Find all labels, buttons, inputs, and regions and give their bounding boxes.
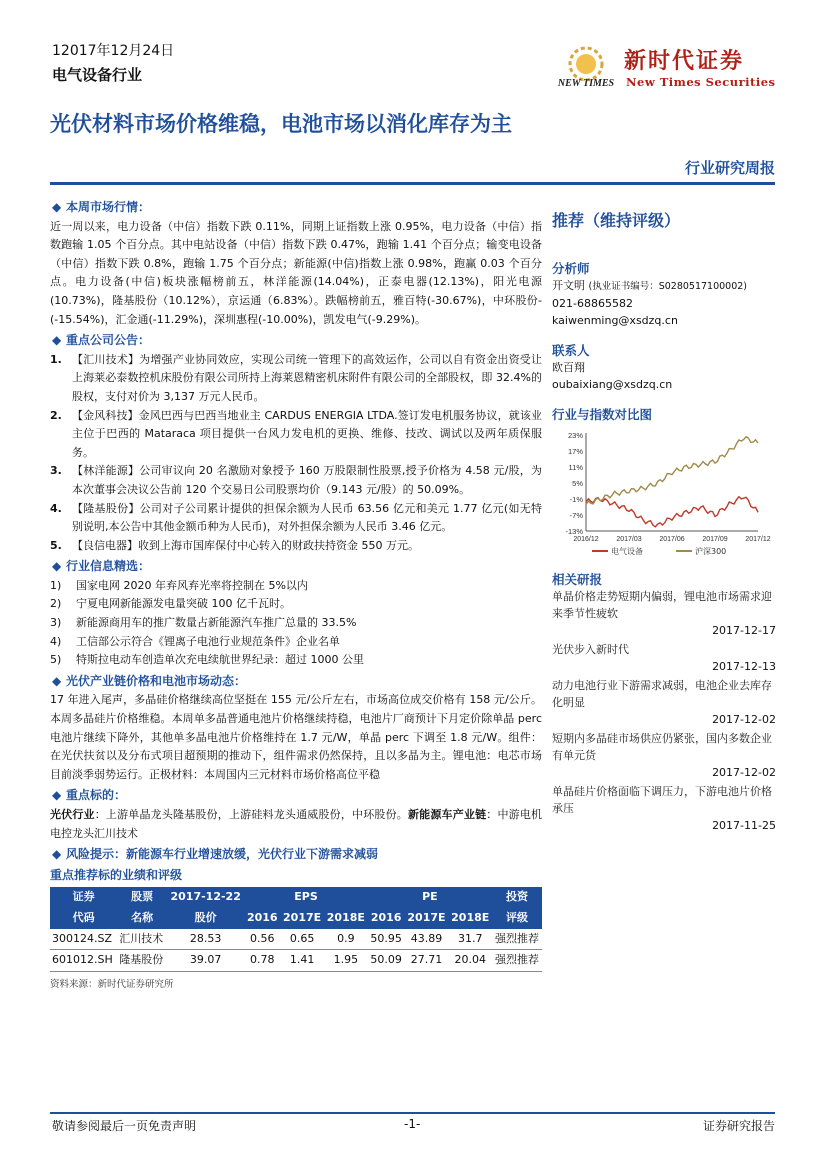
main-column: [50, 196, 542, 994]
y-tick-label: 23%: [567, 431, 583, 440]
news-item: [50, 577, 542, 596]
table-header-cell: 2018E: [448, 908, 492, 929]
diamond-icon: ◆: [52, 559, 62, 574]
item-text: 特斯拉电动车创造单次充电续航世界纪录：超过 1000 公里: [76, 653, 364, 667]
table-row: [50, 950, 542, 972]
table-header-cell: 股价: [167, 908, 244, 929]
analyst-cert: (执业证书编号：S0280517100002): [588, 281, 748, 292]
y-tick-label: -1%: [569, 495, 583, 504]
item-number: 2.: [50, 408, 62, 422]
diamond-icon: ◆: [52, 673, 62, 688]
research-list: [552, 588, 776, 834]
table-cell: 隆基股份: [117, 950, 167, 972]
series-line-电气设备: [586, 497, 758, 527]
table-header-cell: 股票: [117, 887, 167, 908]
x-tick-label: 2017/12: [745, 536, 771, 543]
section-targets-heading: ◆ 重点标的：: [50, 786, 542, 805]
item-text: 【汇川技术】为增强产业协同效应，实现公司统一管理下的高效运作，公司以自有资金出资受让上海莱必泰数控机床股份有限公司所持上海莱恩精密机床附件有限公司的全部股权，即 32.4%的股权，支付对价为 3,137 万元人民币。: [72, 352, 542, 403]
targets-body: [50, 806, 542, 843]
item-number: 1): [50, 578, 62, 592]
table-row: [50, 929, 542, 950]
item-number: 4.: [50, 501, 62, 515]
research-item-title[interactable]: 动力电池行业下游需求减弱，电池企业去库存化明显: [552, 679, 772, 709]
comparison-chart: [552, 427, 774, 559]
report-type: 行业研究周报: [684, 159, 775, 177]
item-text: 工信部公示符合《锂离子电池行业规范条件》企业名单: [76, 634, 340, 648]
table-cell: 0.9: [324, 929, 368, 950]
diamond-icon: ◆: [52, 847, 62, 862]
y-tick-label: 17%: [567, 447, 583, 456]
item-number: 3.: [50, 464, 62, 478]
table-cell: 601012.SH: [50, 950, 117, 972]
diamond-icon: ◆: [52, 788, 62, 803]
y-tick-label: 11%: [568, 463, 583, 472]
research-item-date: 2017-12-17: [712, 624, 776, 637]
company-logo-icon: [555, 42, 617, 92]
table-header-cell: 评级: [492, 908, 542, 929]
table-header-cell: 2017-12-22: [167, 887, 244, 908]
contact-heading: 联系人: [552, 343, 590, 358]
table-cell: 20.04: [448, 950, 492, 972]
table-source: 资料来源：新时代证券研究所: [50, 978, 174, 990]
table-header-cell: 证券: [50, 887, 117, 908]
item-text: 新能源商用车的推广数量占新能源汽车推广总量的 33.5%: [76, 616, 357, 630]
table-header-cell: PE: [368, 887, 492, 908]
table-header-cell: 2016: [244, 908, 280, 929]
sidebar: [552, 196, 776, 836]
research-item-date: 2017-11-25: [712, 819, 776, 832]
table-title: 重点推荐标的业绩和评级: [50, 867, 183, 882]
announcement-item: [50, 407, 542, 463]
chart-heading: 行业与指数对比图: [552, 407, 653, 422]
targets-ev-label: 新能源车产业链: [407, 808, 487, 821]
table-cell: 1.41: [280, 950, 324, 972]
item-number: 5): [50, 653, 62, 667]
report-date: 12017年12月24日: [52, 43, 175, 59]
section-news-heading: ◆ 行业信息精选：: [50, 557, 542, 576]
rating: 推荐（维持评级）: [552, 211, 681, 230]
x-tick-label: 2016/12: [573, 536, 599, 543]
item-text: 【林洋能源】公司审议向 20 名激励对象授予 160 万股限制性股票,授予价格为 4.58 元/股，为本次董事会决议公告前 120 个交易日公司股票均价（9.143 元/股）的 50.09%。: [72, 464, 542, 496]
table-header-cell: 2017E: [405, 908, 449, 929]
table-header-cell: 2016: [368, 908, 405, 929]
table-cell: 50.95: [368, 929, 405, 950]
targets-pv-text: ：上游单晶龙头隆基股份，上游硅料龙头通威股份，中环股份。: [94, 808, 408, 821]
table-cell: 300124.SZ: [50, 929, 117, 950]
x-tick-label: 2017/09: [702, 536, 728, 543]
diamond-icon: ◆: [52, 200, 62, 214]
item-number: 4): [50, 634, 62, 648]
table-cell: 0.78: [244, 950, 280, 972]
announcement-item: [50, 462, 542, 499]
contact-email[interactable]: oubaixiang@xsdzq.cn: [552, 378, 673, 391]
news-item: [50, 633, 542, 652]
svg-text:NEW TIMES: NEW TIMES: [557, 78, 615, 89]
table-header-cell: 名称: [117, 908, 167, 929]
series-line-沪深300: [586, 437, 758, 505]
table-cell: 27.71: [405, 950, 449, 972]
news-item: [50, 651, 542, 670]
analyst-email[interactable]: kaiwenming@xsdzq.cn: [552, 314, 678, 327]
table-cell: 0.56: [244, 929, 280, 950]
analyst-heading: 分析师: [552, 261, 590, 276]
company-logo-en: New Times Securities: [626, 75, 776, 89]
section-market-heading: ◆ 本周市场行情：: [50, 198, 542, 217]
item-text: 国家电网 2020 年弃风弃光率将控制在 5%以内: [76, 578, 308, 592]
analyst-line: [552, 277, 776, 295]
item-number: 5.: [50, 538, 62, 552]
table-cell: 43.89: [405, 929, 449, 950]
table-cell: 0.65: [280, 929, 324, 950]
diamond-icon: ◆: [52, 333, 62, 348]
y-tick-label: -7%: [569, 511, 583, 520]
table-header-cell: 代码: [50, 908, 117, 929]
y-tick-label: -13%: [565, 527, 583, 536]
announcement-item: [50, 351, 542, 407]
announcement-item: [50, 500, 542, 537]
item-text: 【金风科技】金风巴西与巴西当地业主 CARDUS ENERGIA LTDA.签订发电机服务协议，就该业主位于巴西的 Mataraca 项目提供一台风力发电机的更换、维修、技改、调试以及两年质保服务。: [72, 408, 542, 459]
news-list: [50, 577, 542, 670]
research-item-date: 2017-12-02: [712, 766, 776, 779]
x-tick-label: 2017/03: [616, 536, 642, 543]
y-tick-label: 5%: [572, 479, 583, 488]
table-cell: 50.09: [368, 950, 405, 972]
announcement-item: [50, 537, 542, 556]
pv-body: 17 年进入尾声，多晶硅价格继续高位坚挺在 155 元/公斤左右，市场高位成交价格有 158 元/公斤。本周多晶硅片价格维稳。本周单多晶普通电池片价格继续持稳，电池片厂商预计下月定价除单晶 perc 电池片继续下降外，其他单多晶电池片价格维持在 1.7 元/W，单晶 perc 下调至 1.8 元/W。组件：在光伏扶贫以及分布式项目超预期的推动下，组件需求仍然保持，且以多晶为主。锂电池：电芯市场目前淡季弱势运行。正极材料：本周国内三元材料市场价格高位平稳: [50, 693, 542, 781]
announcement-list: [50, 351, 542, 556]
research-heading: 相关研报: [552, 572, 603, 587]
contact-name: 欧百翔: [552, 361, 585, 374]
footer-divider: [50, 1112, 775, 1114]
table-cell: 39.07: [167, 950, 244, 972]
news-item: [50, 595, 542, 614]
page-number: -1-: [404, 1117, 421, 1131]
research-item-title[interactable]: 单晶硅片价格面临下调压力，下游电池片价格承压: [552, 785, 772, 815]
market-body: 近一周以来，电力设备（中信）指数下跌 0.11%，同期上证指数上涨 0.95%，电力设备（中信）指数跑输 1.05 个百分点。其中电站设备（中信）指数下跌 0.47%，跑输 1.41 个百分点；输变电设备（中信）指数下跌 0.8%，跑输 1.75 个百分点；新能源(中信)指数上涨 0.98%，跑赢 0.03 个百分点。电力设备(中信)板块涨幅榜前五，林洋能源(14.04%)，正泰电器(12.13%)，阳光电源(10.73%)，隆基股份（10.12%），京运通（6.83%）。跌幅榜前五，雅百特(-30.67%)，中环股份-(-15.54%)，汇金通(-11.29%)，深圳惠程(-10.00%)，凯发电气(-9.29%)。: [50, 219, 542, 326]
table-cell: 强烈推荐: [492, 929, 542, 950]
item-text: 【隆基股份】公司对子公司累计提供的担保余额为人民币 63.56 亿元和美元 1.77 亿元(如无特别说明,本公告中其他金额币种为人民币)，对外担保余额为人民币 3.46 亿元。: [72, 501, 542, 534]
item-number: 1.: [50, 352, 62, 366]
analyst-phone: 021-68865582: [552, 297, 633, 310]
footer-label: 证券研究报告: [702, 1119, 775, 1133]
section-announcements-heading: ◆ 重点公司公告：: [50, 331, 542, 350]
item-number: 2): [50, 597, 62, 611]
research-item-title[interactable]: 单晶价格走势短期内偏弱，锂电池市场需求迎来季节性疲软: [552, 590, 772, 620]
table-cell: 汇川技术: [117, 929, 167, 950]
item-text: 【良信电器】收到上海市国库保付中心转入的财政扶持资金 550 万元。: [72, 538, 419, 552]
chart-container: [552, 427, 776, 562]
header-divider: [50, 182, 775, 185]
section-pv-heading: ◆ 光伏产业链价格和电池市场动态：: [50, 672, 542, 691]
x-tick-label: 2017/06: [659, 536, 685, 543]
research-item-date: 2017-12-02: [712, 713, 776, 726]
item-number: 3): [50, 616, 62, 630]
item-text: 宁夏电网新能源发电量突破 100 亿千瓦时。: [76, 597, 291, 611]
table-cell: 31.7: [448, 929, 492, 950]
section-risk-heading: ◆ 风险提示：新能源车行业增速放缓，光伏行业下游需求减弱: [50, 845, 542, 864]
report-title: 光伏材料市场价格维稳，电池市场以消化库存为主: [50, 112, 512, 136]
table-header-cell: EPS: [244, 887, 367, 908]
legend-label: 沪深300: [695, 547, 727, 556]
footer-disclaimer: 敬请参阅最后一页免责声明: [52, 1119, 197, 1133]
table-cell: 强烈推荐: [492, 950, 542, 972]
industry-name: 电气设备行业: [52, 66, 143, 84]
targets-ev-text: ：中游电机电控龙头汇川技术: [50, 808, 543, 840]
table-cell: 28.53: [167, 929, 244, 950]
news-item: [50, 614, 542, 633]
legend-label: 电气设备: [611, 547, 643, 556]
table-header-cell: 2017E: [280, 908, 324, 929]
company-logo-cn: 新时代证券: [624, 48, 745, 74]
table-header-cell: 2018E: [324, 908, 368, 929]
table-header-cell: 投资: [492, 887, 542, 908]
analyst-name: 开文明: [552, 279, 585, 292]
research-item-date: 2017-12-13: [712, 660, 776, 673]
research-item-title[interactable]: 光伏步入新时代: [552, 643, 629, 656]
research-item-title[interactable]: 短期内多晶硅市场供应仍紧张，国内多数企业有单元货: [552, 732, 772, 762]
targets-pv-label: 光伏行业: [50, 808, 95, 821]
stock-table: [50, 887, 542, 971]
table-cell: 1.95: [324, 950, 368, 972]
